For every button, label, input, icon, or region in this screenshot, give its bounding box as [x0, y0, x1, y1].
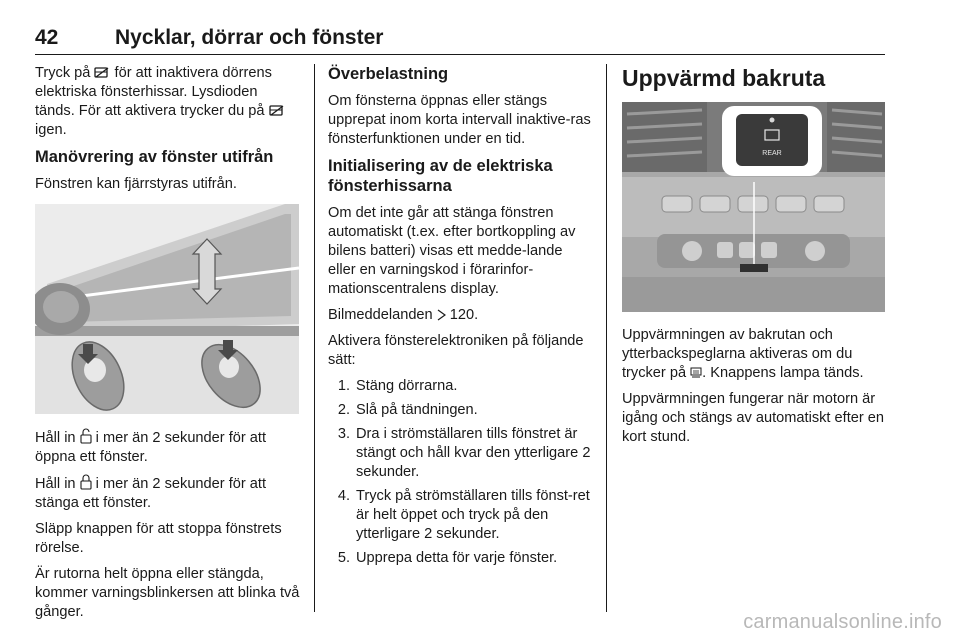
window-lock-icon	[269, 104, 285, 117]
steps-list	[328, 377, 593, 568]
lock-key-icon	[80, 474, 92, 490]
watermark: carmanualsonline.info	[743, 611, 942, 633]
paragraph-initialisation: Om det inte går att stänga fönstren automatiskt (t.ex. efter bortkoppling av bilens batteri) visas ett medde-lande eller en varningskod i förarinfor-mationscentralens display.	[328, 205, 576, 297]
list-item: 5. Upprepa detta för varje fönster.	[337, 550, 558, 566]
column-divider	[606, 64, 607, 612]
paragraph-activate: Aktivera fönsterelektroniken på följande sätt:	[328, 333, 584, 368]
paragraph-heated-rear: Uppvärmningen av bakrutan och ytterbackspeglarna aktiveras om du trycker på . Knappens lampa tänds.	[622, 327, 864, 381]
column-middle	[328, 64, 593, 573]
column-left	[35, 64, 301, 629]
paragraph-close-window: Håll in i mer än 2 sekunder för att stänga ett fönster.	[35, 476, 267, 511]
heading-remote-operation: Manövrering av fönster utifrån	[35, 148, 274, 166]
list-item: 1. Stäng dörrarna.	[337, 378, 458, 394]
paragraph-remote: Fönstren kan fjärrstyras utifrån.	[35, 176, 237, 192]
window-lock-icon	[94, 66, 110, 79]
heading-initialisation: Initialisering av de elektriska fönsterhissarna	[328, 157, 553, 195]
list-item: 3. Dra i strömställaren tills fönstret är stängt och håll kvar den ytterligare 2 sekunder.	[337, 426, 591, 480]
rear-defrost-icon	[690, 367, 702, 379]
heading-overload: Överbelastning	[328, 65, 449, 83]
page-reference-icon	[437, 309, 446, 321]
page-number: 42	[35, 26, 59, 49]
page-header	[35, 26, 885, 55]
paragraph-hazard-blink: Är rutorna helt öppna eller stängda, kommer varningsblinkersen att blinka två gånger.	[35, 566, 300, 620]
remote-window-illustration	[35, 204, 299, 414]
paragraph-heated-rear-auto: Uppvärmningen fungerar när motorn är igång och stängs av automatiskt efter en kort stund.	[622, 391, 885, 445]
rear-button-label: REAR	[762, 150, 782, 157]
heading-heated-rear-window: Uppvärmd bakruta	[622, 65, 826, 91]
paragraph-open-window: Håll in i mer än 2 sekunder för att öppna ett fönster.	[35, 430, 267, 465]
paragraph-overload: Om fönsterna öppnas eller stängs upprepat inom korta intervall inaktive-ras fönsterfunktionen under en tid.	[328, 93, 591, 147]
chapter-title: Nycklar, dörrar och fönster	[115, 26, 384, 49]
list-item: 4. Tryck på strömställaren tills fönst-ret är helt öppet och tryck på den ytterligare 2 sekunder.	[337, 488, 590, 542]
column-divider	[314, 64, 315, 612]
list-item: 2. Slå på tändningen.	[337, 402, 478, 418]
paragraph-lock-windows: Tryck på för att inaktivera dörrens elektriska fönsterhissar. Lysdioden tänds. För att aktivera trycker du på igen.	[35, 64, 301, 140]
column-right	[622, 64, 887, 454]
paragraph-release: Släpp knappen för att stoppa fönstrets rörelse.	[35, 521, 282, 556]
dashboard-illustration	[622, 102, 885, 312]
paragraph-reference: Bilmeddelanden 120.	[328, 307, 479, 323]
unlock-key-icon	[80, 428, 92, 444]
